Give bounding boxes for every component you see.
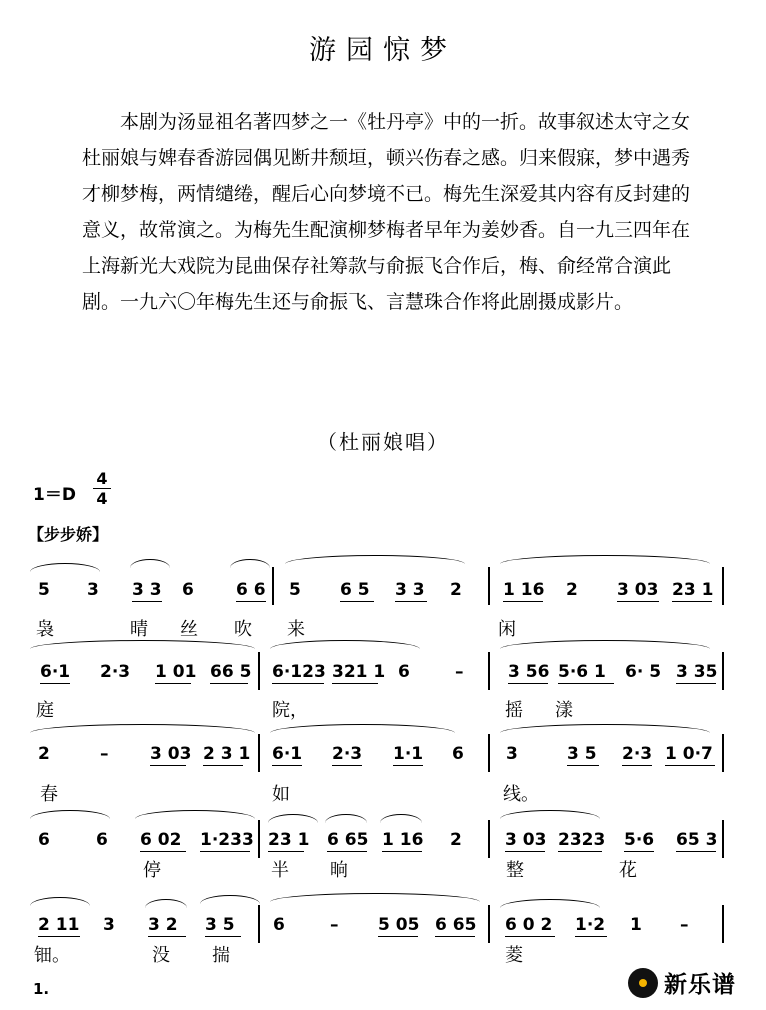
lyric: 丝 (180, 619, 198, 640)
note: 1 01 (155, 662, 197, 682)
note: 3 2 (148, 915, 178, 935)
note: 3 5 (567, 744, 597, 764)
lyric: 漾 (555, 700, 573, 721)
note: – (330, 915, 339, 935)
note: 6 (452, 744, 464, 764)
lyric: 袅 (36, 619, 54, 640)
music-disc-icon (628, 968, 658, 998)
site-logo (628, 966, 736, 999)
note: – (455, 662, 464, 682)
note: 65 3 (676, 830, 718, 850)
note: 5 05 (378, 915, 420, 935)
note: 3 03 (505, 830, 547, 850)
note: 3 (87, 580, 99, 600)
lyric: 庭 (36, 700, 54, 721)
note: 2 11 (38, 915, 80, 935)
note: 6·1 (272, 744, 303, 764)
note: 3 03 (150, 744, 192, 764)
page-title: 游园惊梦 (309, 35, 457, 66)
tune-name: 【步步娇】 (28, 525, 109, 544)
note: 1 0·7 (665, 744, 713, 764)
note: 6·123 (272, 662, 326, 682)
lyric: 院， (272, 700, 308, 721)
note: 1 16 (503, 580, 545, 600)
lyric: 如 (272, 784, 290, 805)
key-signature: 1＝D (33, 485, 76, 505)
score-system-2 (0, 640, 766, 730)
meter-top: 4 (96, 469, 108, 488)
note: 3 03 (617, 580, 659, 600)
note: 1·233 (200, 830, 254, 850)
lyric: 揣 (212, 945, 230, 966)
note: 2 (450, 830, 462, 850)
note: 6 65 (435, 915, 477, 935)
lyric: 停 (143, 860, 161, 881)
note: 2 (38, 744, 50, 764)
note: 321 1 (332, 662, 386, 682)
logo-text: 新乐谱 (664, 972, 736, 998)
page-number: 1. (33, 980, 50, 998)
lyric: 闲 (498, 619, 516, 640)
note: 6 65 (327, 830, 369, 850)
note: 23 1 (268, 830, 310, 850)
lyric: 钿。 (34, 945, 70, 966)
note: 6·1 (40, 662, 71, 682)
note: 3 56 (508, 662, 550, 682)
lyric: 半 (271, 860, 289, 881)
lyric: 来 (287, 619, 305, 640)
time-signature (93, 470, 111, 507)
note: 6· 5 (625, 662, 662, 682)
note: 2·3 (100, 662, 131, 682)
note: 66 5 (210, 662, 252, 682)
note: 2323 (558, 830, 606, 850)
note: 6 (398, 662, 410, 682)
note: – (100, 744, 109, 764)
lyric: 线。 (503, 784, 539, 805)
note: 2·3 (332, 744, 363, 764)
note: 2·3 (622, 744, 653, 764)
note: 5·6 (624, 830, 655, 850)
lyric: 摇 (505, 700, 523, 721)
note: 1 (630, 915, 642, 935)
note: 6 5 (340, 580, 370, 600)
note: 6 (273, 915, 285, 935)
note: 2 3 1 (203, 744, 251, 764)
lyric: 吹 (234, 619, 252, 640)
lyric: 整 (506, 860, 524, 881)
note: 6 (96, 830, 108, 850)
note: 6 02 (140, 830, 182, 850)
singer-heading: （杜丽娘唱） (317, 430, 449, 454)
score-system-4 (0, 808, 766, 898)
note: 3 35 (676, 662, 718, 682)
lyric: 菱 (505, 945, 523, 966)
note: 6 0 2 (505, 915, 553, 935)
note: 3 5 (205, 915, 235, 935)
score-system-3 (0, 722, 766, 812)
note: 23 1 (672, 580, 714, 600)
note: 5 (38, 580, 50, 600)
note: 1 16 (382, 830, 424, 850)
lyric: 花 (619, 860, 637, 881)
lyric: 春 (40, 784, 58, 805)
note: 6 6 (236, 580, 266, 600)
score-system-1 (0, 555, 766, 645)
note: 5·6 1 (558, 662, 606, 682)
note: 3 (103, 915, 115, 935)
note: 3 3 (132, 580, 162, 600)
note: 3 (506, 744, 518, 764)
note: 5 (289, 580, 301, 600)
note: 1·2 (575, 915, 606, 935)
lyric: 晴 (130, 619, 148, 640)
intro-paragraph (82, 104, 692, 320)
note: 2 (450, 580, 462, 600)
meter-bottom: 4 (96, 489, 108, 508)
note: 3 3 (395, 580, 425, 600)
note: 6 (38, 830, 50, 850)
note: 6 (182, 580, 194, 600)
note: – (680, 915, 689, 935)
lyric: 晌 (330, 860, 348, 881)
lyric: 没 (152, 945, 170, 966)
note: 2 (566, 580, 578, 600)
intro-text: 本剧为汤显祖名著四梦之一《牡丹亭》中的一折。故事叙述太守之女杜丽娘与婢春香游园偶见断井颓垣，顿兴伤春之感。归来假寐，梦中遇秀才柳梦梅，两情缱绻，醒后心向梦境不已。梅先生深爱其内容有反封建的意义，故常演之。为梅先生配演柳梦梅者早年为姜妙香。自一九三四年在上海新光大戏院为昆曲保存社筹款与俞振飞合作后，梅、俞经常合演此剧。一九六〇年梅先生还与俞振飞、言慧珠合作将此剧摄成影片。 (82, 111, 691, 313)
note: 1·1 (393, 744, 424, 764)
